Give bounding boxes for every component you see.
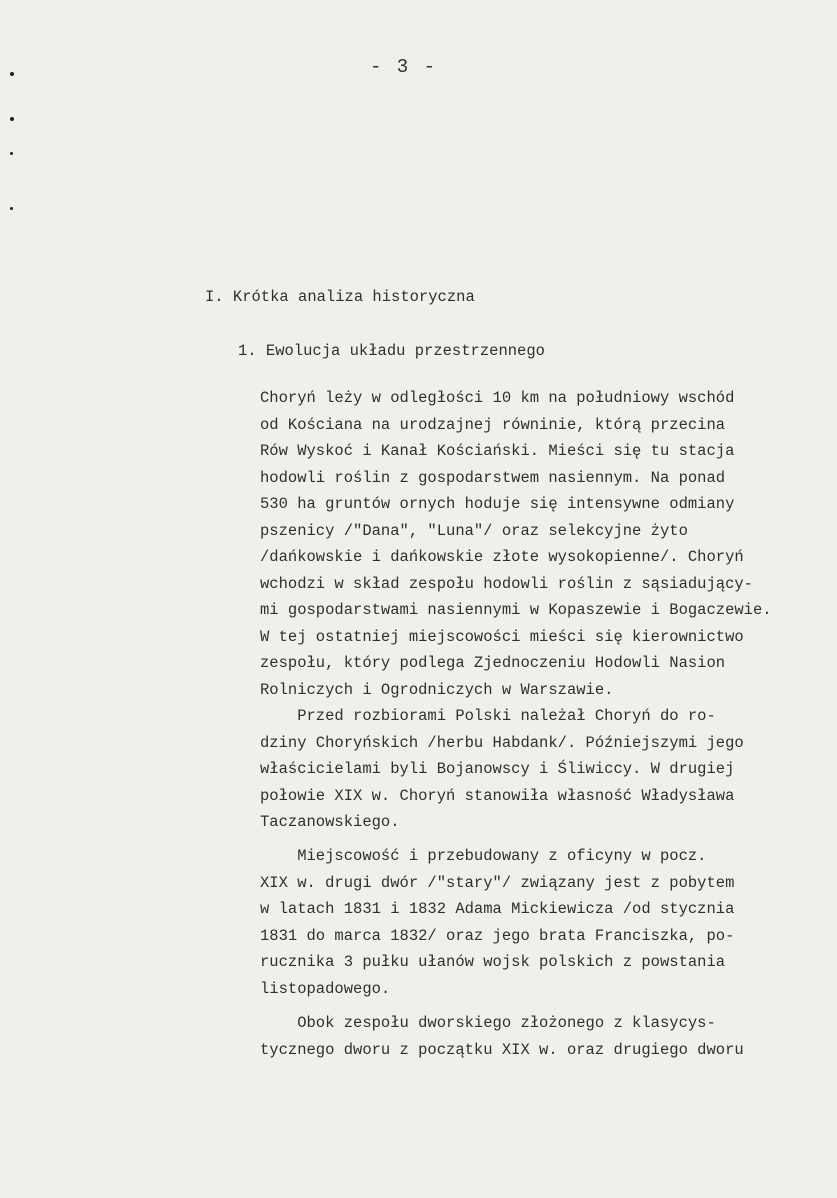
text-line: XIX w. drugi dwór /"stary"/ związany jest z pobytem [260, 873, 735, 892]
paragraph-3 [260, 843, 820, 1002]
text-line: rucznika 3 pułku ułanów wojsk polskich z powstania [260, 953, 726, 971]
text-line: 1831 do marca 1832/ oraz jego brata Franciszka, po- [260, 926, 735, 945]
text-line: Choryń leży w odległości 10 km na południowy wschód [260, 389, 735, 407]
left-margin-mark [10, 117, 14, 121]
subsection-heading: 1. Ewolucja układu przestrzennego [238, 342, 545, 360]
text-line: tycznego dworu z początku XIX w. oraz drugiego dworu [260, 1040, 744, 1059]
paragraph-4 [260, 1010, 820, 1063]
text-line: Rolniczych i Ogrodniczych w Warszawie. [260, 680, 614, 699]
text-line: W tej ostatniej miejscowości mieści się kierownictwo [260, 627, 744, 646]
section-heading: I. Krótka analiza historyczna [205, 288, 475, 306]
text-line: pszenicy /"Dana", "Luna"/ oraz selekcyjne żyto [260, 521, 688, 540]
text-line: /dańkowskie i dańkowskie złote wysokopienne/. Choryń [260, 548, 744, 566]
text-line: wchodzi w skład zespołu hodowli roślin z sąsiadujący- [260, 574, 753, 593]
left-margin-mark [10, 72, 14, 76]
page-number: - 3 - [370, 56, 438, 78]
text-line: 530 ha gruntów ornych hoduje się intensywne odmiany [260, 495, 735, 513]
text-line: hodowli roślin z gospodarstwem nasiennym. Na ponad [260, 468, 726, 487]
text-line: dziny Choryńskich /herbu Habdank/. Późniejszymi jego [260, 733, 744, 752]
text-line: listopadowego. [260, 979, 391, 998]
text-line: mi gospodarstwami nasiennymi w Kopaszewie i Bogaczewie. [260, 601, 772, 619]
paragraph-1 [260, 385, 820, 703]
text-line: właścicielami byli Bojanowscy i Śliwiccy. W drugiej [260, 760, 735, 778]
left-margin-mark [10, 207, 13, 210]
paragraph-2 [260, 703, 820, 836]
left-margin-mark [10, 152, 13, 155]
text-line: w latach 1831 i 1832 Adama Mickiewicza /od stycznia [260, 900, 735, 918]
text-line: Obok zespołu dworskiego złożonego z klasycys- [260, 1014, 716, 1032]
text-line: Miejscowość i przebudowany z oficyny w pocz. [260, 847, 707, 865]
text-line: Przed rozbiorami Polski należał Choryń do ro- [260, 707, 716, 725]
text-line: od Kościana na urodzajnej równinie, którą przecina [260, 415, 726, 434]
text-line: Rów Wyskoć i Kanał Kościański. Mieści się tu stacja [260, 442, 735, 460]
text-line: zespołu, który podlega Zjednoczeniu Hodowli Nasion [260, 654, 726, 672]
text-line: Taczanowskiego. [260, 813, 400, 831]
text-line: połowie XIX w. Choryń stanowiła własność Władysława [260, 786, 735, 805]
